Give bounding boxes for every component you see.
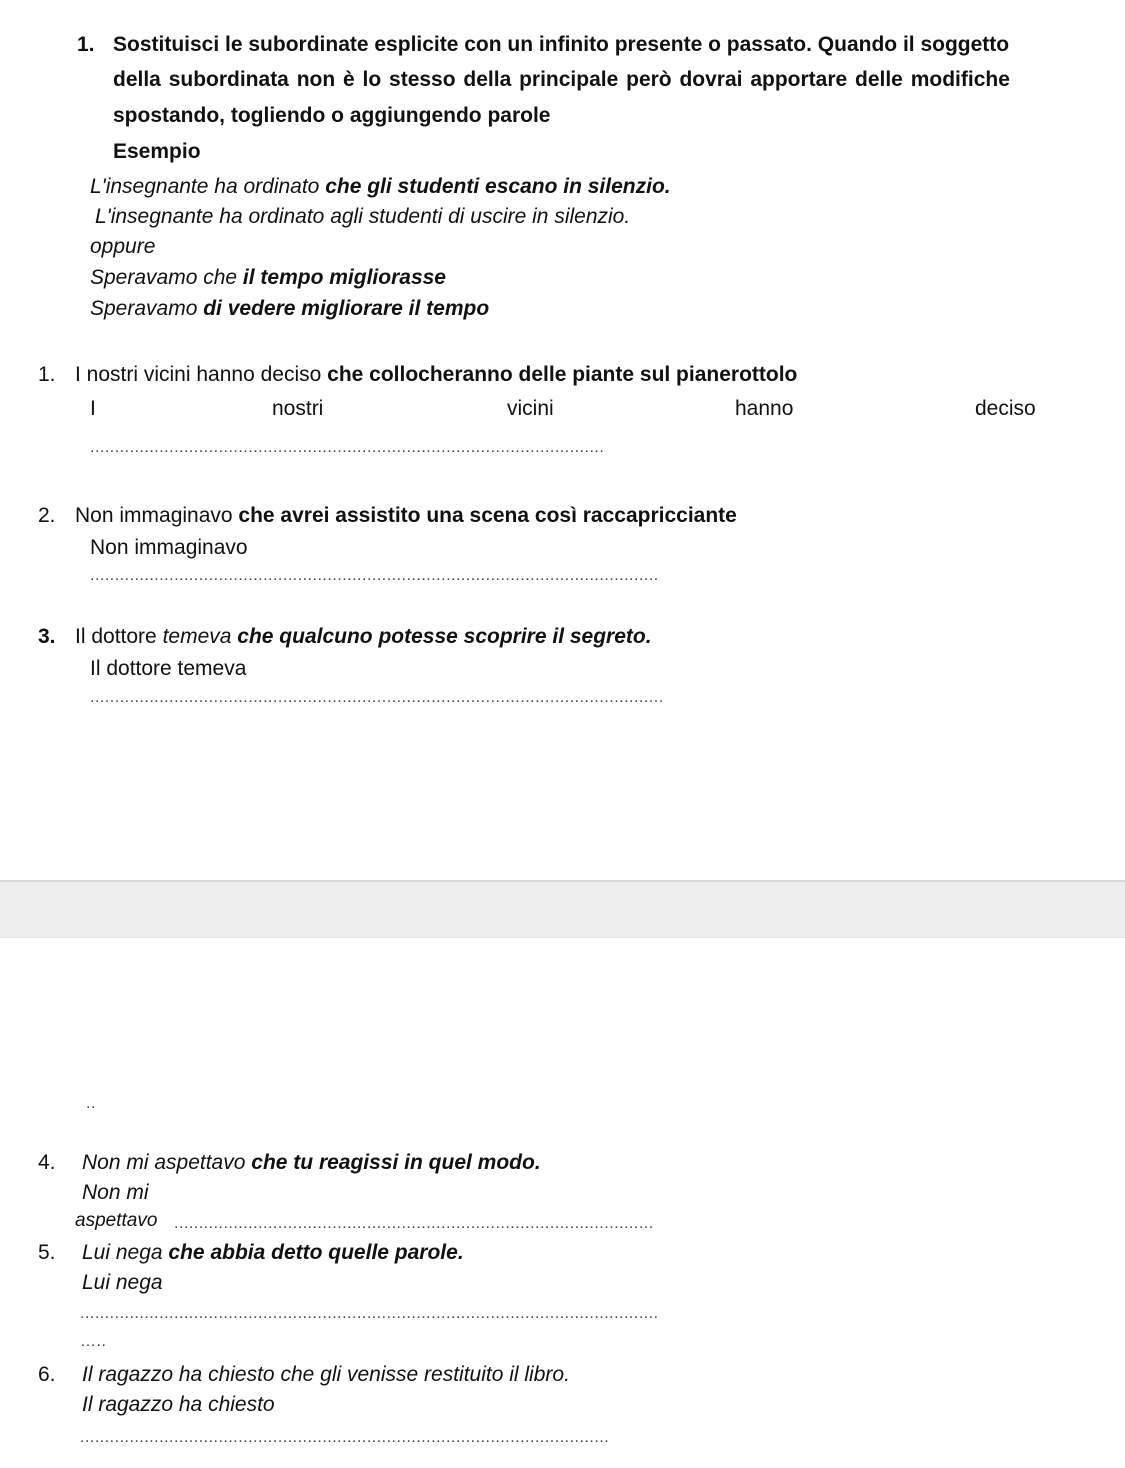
exercise-5-answer-line[interactable]: ..................................................................................................................... (80, 1305, 659, 1322)
example-oppure: oppure (90, 235, 156, 258)
exercise-4-answer-line[interactable]: ................................................................................................. (174, 1215, 654, 1232)
exercise-4-number: 4. (38, 1151, 56, 1174)
exercise-4-answer-line-1: Non mi (82, 1181, 149, 1204)
exercise-1-word-4: hanno (735, 397, 794, 420)
exercise-5-answer-start: Lui nega (82, 1271, 163, 1294)
exercise-1-word-3: vicini (507, 397, 554, 420)
exercise-5-answer-line-2[interactable]: ….. (80, 1333, 107, 1350)
exercise-6-answer-start: Il ragazzo ha chiesto (82, 1393, 275, 1416)
instruction-line-2: della subordinata non è lo stesso della principale però dovrai apportare delle modifiche (113, 68, 1010, 91)
exercise-5-sentence: Lui nega che abbia detto quelle parole. (82, 1241, 464, 1264)
exercise-1-answer-line[interactable]: ........................................................................................................ (90, 439, 605, 456)
exercise-1-word-2: nostri (272, 397, 324, 420)
stray-dots: .. (86, 1095, 96, 1112)
example-heading: Esempio (113, 140, 201, 163)
exercise-4-sentence: Non mi aspettavo che tu reagissi in quel modo. (82, 1151, 541, 1174)
exercise-1-number: 1. (38, 363, 56, 386)
exercise-6-number: 6. (38, 1363, 56, 1386)
exercise-3-answer-line[interactable]: .................................................................................................................... (90, 689, 664, 706)
exercise-2-answer-start: Non immaginavo (90, 536, 248, 559)
exercise-6-answer-line[interactable]: ........................................................................................................... (80, 1429, 610, 1446)
exercise-2-sentence: Non immaginavo che avrei assistito una scena così raccapricciante (75, 504, 737, 527)
page-break-band (0, 880, 1125, 938)
exercise-1-word-1: I (90, 397, 96, 420)
example-sentence-2: L'insegnante ha ordinato agli studenti di uscire in silenzio. (95, 205, 631, 228)
exercise-1-word-5: deciso (975, 397, 1036, 420)
exercise-3-sentence: Il dottore temeva che qualcuno potesse scoprire il segreto. (75, 625, 652, 648)
instruction-number: 1. (77, 33, 95, 56)
exercise-4-answer-line-2: aspettavo (75, 1210, 158, 1231)
example-sentence-1: L'insegnante ha ordinato che gli studenti escano in silenzio. (90, 175, 671, 198)
instruction-line-1: Sostituisci le subordinate esplicite con un infinito presente o passato. Quando il soggetto (113, 33, 1010, 56)
exercise-3-answer-start: Il dottore temeva (90, 657, 247, 680)
exercise-3-number: 3. (38, 625, 56, 648)
example-sentence-3: Speravamo che il tempo migliorasse (90, 266, 446, 289)
instruction-line-3: spostando, togliendo o aggiungendo parole (113, 104, 551, 127)
example-sentence-4: Speravamo di vedere migliorare il tempo (90, 297, 490, 320)
exercise-6-sentence: Il ragazzo ha chiesto che gli venisse restituito il libro. (82, 1363, 570, 1386)
exercise-2-answer-line[interactable]: ................................................................................................................... (90, 567, 659, 584)
exercise-1-sentence: I nostri vicini hanno deciso che collocheranno delle piante sul pianerottolo (75, 363, 798, 386)
exercise-2-number: 2. (38, 504, 56, 527)
exercise-5-number: 5. (38, 1241, 56, 1264)
